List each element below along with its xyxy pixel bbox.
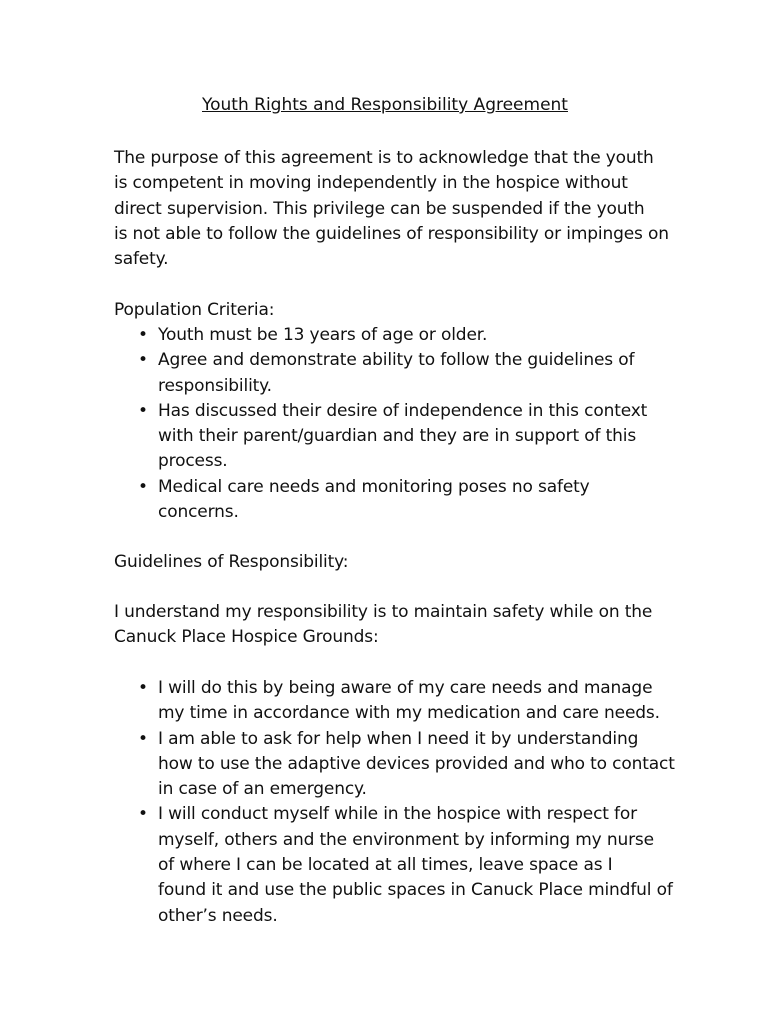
bullet-icon: •	[138, 350, 148, 371]
bullet-icon: •	[138, 400, 148, 421]
list-item-line: other’s needs.	[158, 905, 278, 926]
list-item-line: how to use the adaptive devices provided and who to contact	[158, 753, 675, 774]
list-item-line: my time in accordance with my medication and care needs.	[158, 703, 660, 724]
list-item	[114, 727, 674, 803]
population-criteria-list	[114, 323, 674, 525]
list-item	[114, 676, 674, 727]
list-item-line: Agree and demonstrate ability to follow the guidelines of	[158, 350, 635, 371]
list-item-line: of where I can be located at all times, leave space as I	[158, 855, 613, 876]
bullet-icon: •	[138, 678, 148, 698]
list-item-line: I will do this by being aware of my care needs and manage	[158, 678, 653, 698]
document-title: Youth Rights and Responsibility Agreement	[202, 95, 568, 115]
list-item-line: Medical care needs and monitoring poses no safety	[158, 476, 590, 497]
guidelines-intro	[114, 600, 654, 651]
list-item	[114, 802, 674, 928]
purpose-line: The purpose of this agreement is to acknowledge that the youth	[114, 148, 654, 168]
list-item	[114, 399, 674, 475]
purpose-paragraph	[114, 146, 669, 272]
purpose-line: is competent in moving independently in the hospice without	[114, 173, 628, 194]
list-item-line: myself, others and the environment by informing my nurse	[158, 829, 654, 850]
list-item-line: Has discussed their desire of independence in this context	[158, 400, 648, 421]
list-item-line: with their parent/guardian and they are in support of this	[158, 426, 637, 447]
list-item-line: Youth must be 13 years of age or older.	[158, 325, 488, 345]
purpose-line: is not able to follow the guidelines of responsibility or impinges on	[114, 223, 669, 244]
list-item-line: responsibility.	[158, 375, 272, 396]
bullet-icon: •	[138, 325, 148, 345]
bullet-icon: •	[138, 476, 148, 497]
list-item	[114, 323, 674, 348]
guidelines-intro-line: Canuck Place Hospice Grounds:	[114, 627, 379, 648]
list-item	[114, 475, 674, 526]
bullet-icon: •	[138, 728, 148, 749]
guidelines-list	[114, 676, 674, 929]
list-item	[114, 348, 674, 399]
population-heading: Population Criteria:	[114, 300, 275, 320]
list-item-line: I will conduct myself while in the hospice with respect for	[158, 804, 637, 825]
purpose-line: direct supervision. This privilege can be suspended if the youth	[114, 198, 645, 219]
list-item-line: in case of an emergency.	[158, 779, 367, 800]
list-item-line: process.	[158, 451, 228, 472]
list-item-line: concerns.	[158, 502, 239, 523]
guidelines-intro-line: I understand my responsibility is to maintain safety while on the	[114, 602, 653, 622]
bullet-icon: •	[138, 804, 148, 825]
guidelines-heading: Guidelines of Responsibility:	[114, 552, 349, 572]
purpose-line: safety.	[114, 249, 169, 270]
list-item-line: found it and use the public spaces in Canuck Place mindful of	[158, 880, 673, 901]
list-item-line: I am able to ask for help when I need it by understanding	[158, 728, 639, 749]
